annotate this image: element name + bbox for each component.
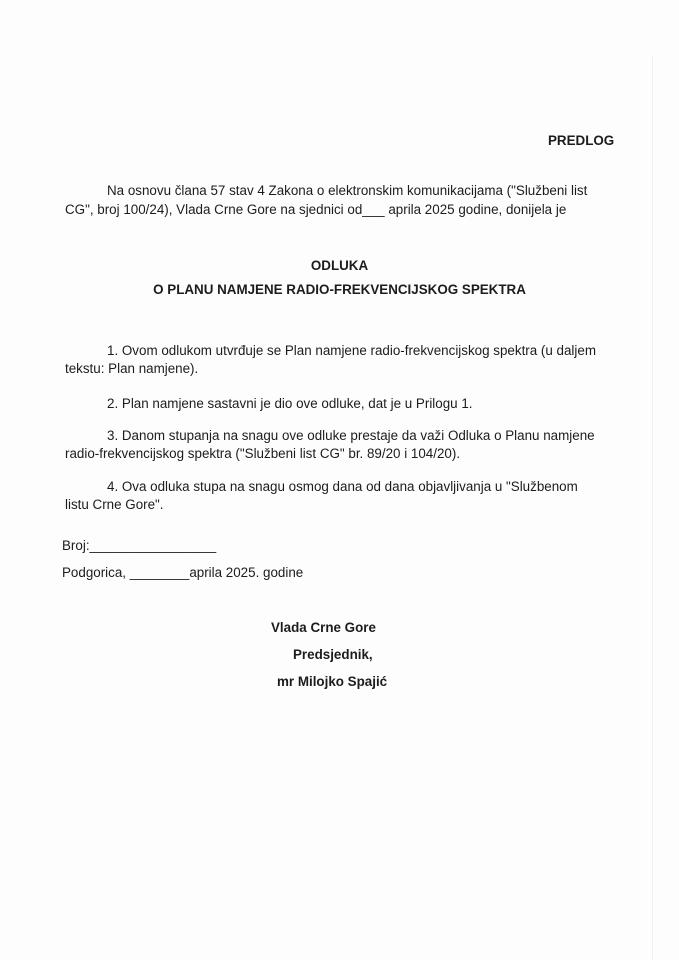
- article-1-line-2: tekstu: Plan namjene).: [65, 361, 199, 376]
- signature-role: Predsjednik,: [293, 647, 373, 662]
- article-2-line-1: 2. Plan namjene sastavni je dio ove odluke, dat je u Prilogu 1.: [107, 396, 473, 411]
- article-3-line-2: radio-frekvencijskog spektra ("Službeni list CG" br. 89/20 i 104/20).: [65, 446, 461, 461]
- article-4-line-1: 4. Ova odluka stupa na snagu osmog dana od dana objavljivanja u "Službenom: [107, 479, 578, 494]
- document-title: ODLUKA: [310, 258, 369, 273]
- preamble-line-2: CG", broj 100/24), Vlada Crne Gore na sjednici od___ aprila 2025 godine, donijela je: [65, 202, 567, 217]
- article-1-line-1: 1. Ovom odlukom utvrđuje se Plan namjene radio-frekvencijskog spektra (u daljem: [107, 343, 596, 358]
- article-3-line-1: 3. Danom stupanja na snagu ove odluke prestaje da važi Odluka o Planu namjene: [107, 428, 595, 443]
- signature-name: mr Milojko Spajić: [277, 674, 388, 689]
- document-subtitle: O PLANU NAMJENE RADIO-FREKVENCIJSKOG SPEKTRA: [153, 282, 526, 297]
- article-4-line-2: listu Crne Gore".: [65, 497, 164, 512]
- proposal-label: PREDLOG: [548, 133, 615, 148]
- place-date: Podgorica, ________aprila 2025. godine: [62, 565, 304, 580]
- scan-edge-line: [652, 55, 653, 960]
- preamble-line-1: Na osnovu člana 57 stav 4 Zakona o elektronskim komunikacijama ("Službeni list: [107, 183, 588, 198]
- signature-government: Vlada Crne Gore: [271, 620, 376, 635]
- number-field: Broj:_________________: [62, 538, 217, 553]
